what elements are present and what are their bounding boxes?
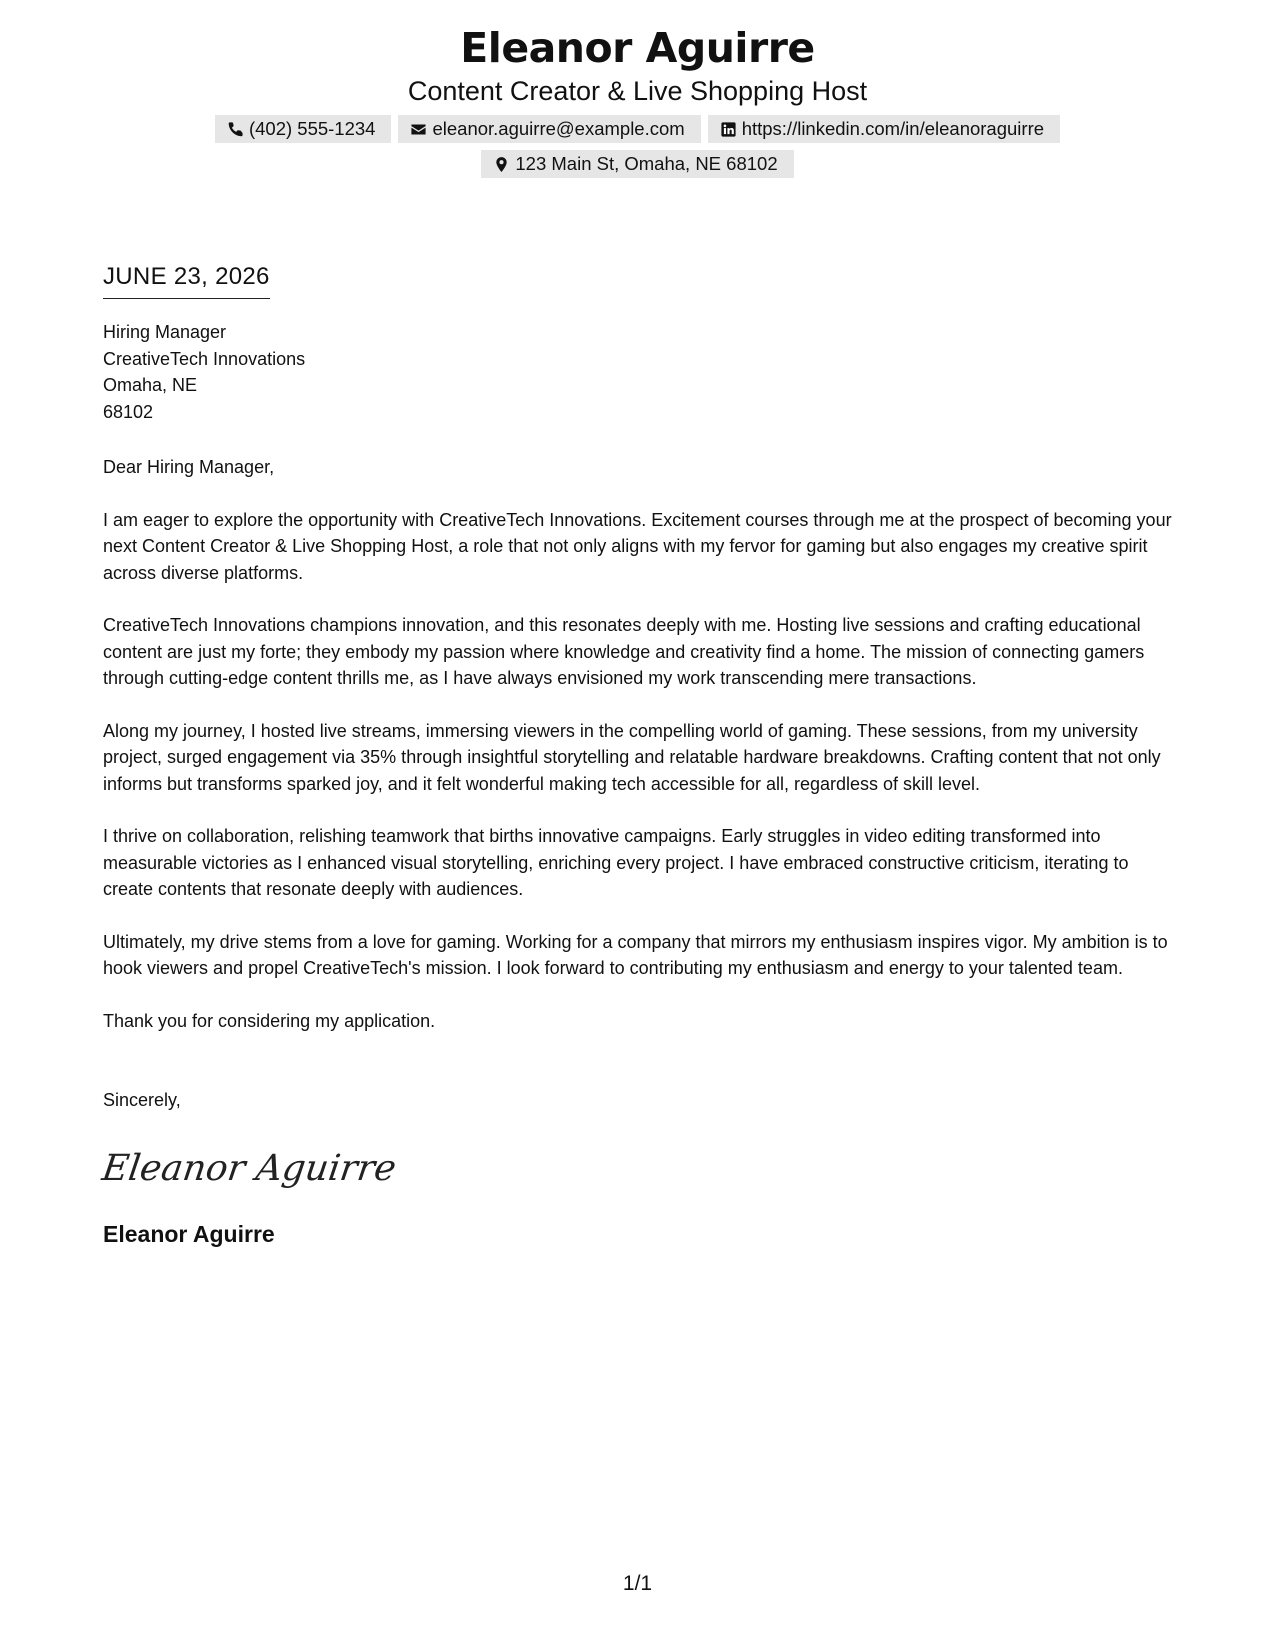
recipient-company: CreativeTech Innovations — [103, 348, 306, 369]
letter-header — [0, 22, 1275, 178]
applicant-role: Content Creator & Live Shopping Host — [407, 76, 868, 106]
contact-email-text: eleanor.aguirre@example.com — [432, 118, 685, 139]
recipient-zip: 68102 — [103, 401, 154, 422]
paragraph: I thrive on collaboration, relishing teamwork that births innovative campaigns. Early struggles in video editing transformed into measurable victories as I enhanced visual storytelling, enriching every project. I have embraced constructive criticism, iterating to create contents that resonate deeply with audiences. — [103, 826, 1129, 899]
recipient-block — [103, 319, 1178, 425]
contact-linkedin[interactable] — [708, 115, 1060, 143]
recipient-city: Omaha, NE — [103, 375, 198, 395]
contact-email[interactable] — [398, 115, 700, 143]
map-pin-icon — [493, 156, 510, 173]
contact-row-address — [0, 150, 1275, 178]
paragraph: Ultimately, my drive stems from a love for gaming. Working for a company that mirrors my enthusiasm inspires vigor. My ambition is to hook viewers and propel CreativeTech's mission. I look forward to contributing my enthusiasm and energy to your talented team. — [103, 931, 1168, 978]
salutation: Dear Hiring Manager, — [103, 457, 275, 477]
signature-text: Eleanor Aguirre — [99, 1145, 399, 1189]
contact-linkedin-text: https://linkedin.com/in/eleanoraguirre — [741, 118, 1045, 139]
signer-name: Eleanor Aguirre — [103, 1220, 275, 1247]
paragraph: Along my journey, I hosted live streams, immersing viewers in the compelling world of gaming. These sessions, from my university project, surged engagement via 35% through insightful storytelling and relatable hardware breakdowns. Crafting content that not only informs but transforms sparked joy, and it felt wonderful making tech accessible for all, regardless of skill level. — [103, 720, 1161, 794]
linkedin-icon — [720, 121, 737, 138]
contact-row — [0, 115, 1275, 143]
envelope-icon — [410, 121, 427, 138]
closing: Sincerely, — [103, 1090, 181, 1110]
handwritten-signature — [99, 1136, 399, 1196]
letter-body — [99, 262, 1178, 1248]
contact-address — [481, 150, 793, 178]
page-number: 1/1 — [622, 1572, 653, 1595]
paragraph: CreativeTech Innovations champions innovation, and this resonates deeply with me. Hosting live sessions and crafting educational content are just my forte; they embody my passion where knowledge and creativity find a home. The mission of connecting gamers through cutting-edge content thrills me, as I have always envisioned my work transcending mere transactions. — [103, 615, 1145, 688]
letter-date: JUNE 23, 2026 — [103, 262, 270, 299]
contact-address-text: 123 Main St, Omaha, NE 68102 — [515, 153, 778, 174]
phone-icon — [227, 121, 244, 138]
contact-phone-text: (402) 555-1234 — [248, 118, 376, 139]
recipient-title: Hiring Manager — [103, 322, 227, 342]
paragraph: I am eager to explore the opportunity with CreativeTech Innovations. Excitement courses through me at the prospect of becoming your next Content Creator & Live Shopping Host, a role that not only aligns with my fervor for gaming but also engages my creative spirit across diverse platforms. — [103, 509, 1172, 583]
closing-thanks: Thank you for considering my application. — [103, 1010, 436, 1031]
contact-phone[interactable] — [215, 115, 392, 143]
signature — [99, 1136, 1178, 1196]
applicant-name: Eleanor Aguirre — [460, 24, 815, 72]
